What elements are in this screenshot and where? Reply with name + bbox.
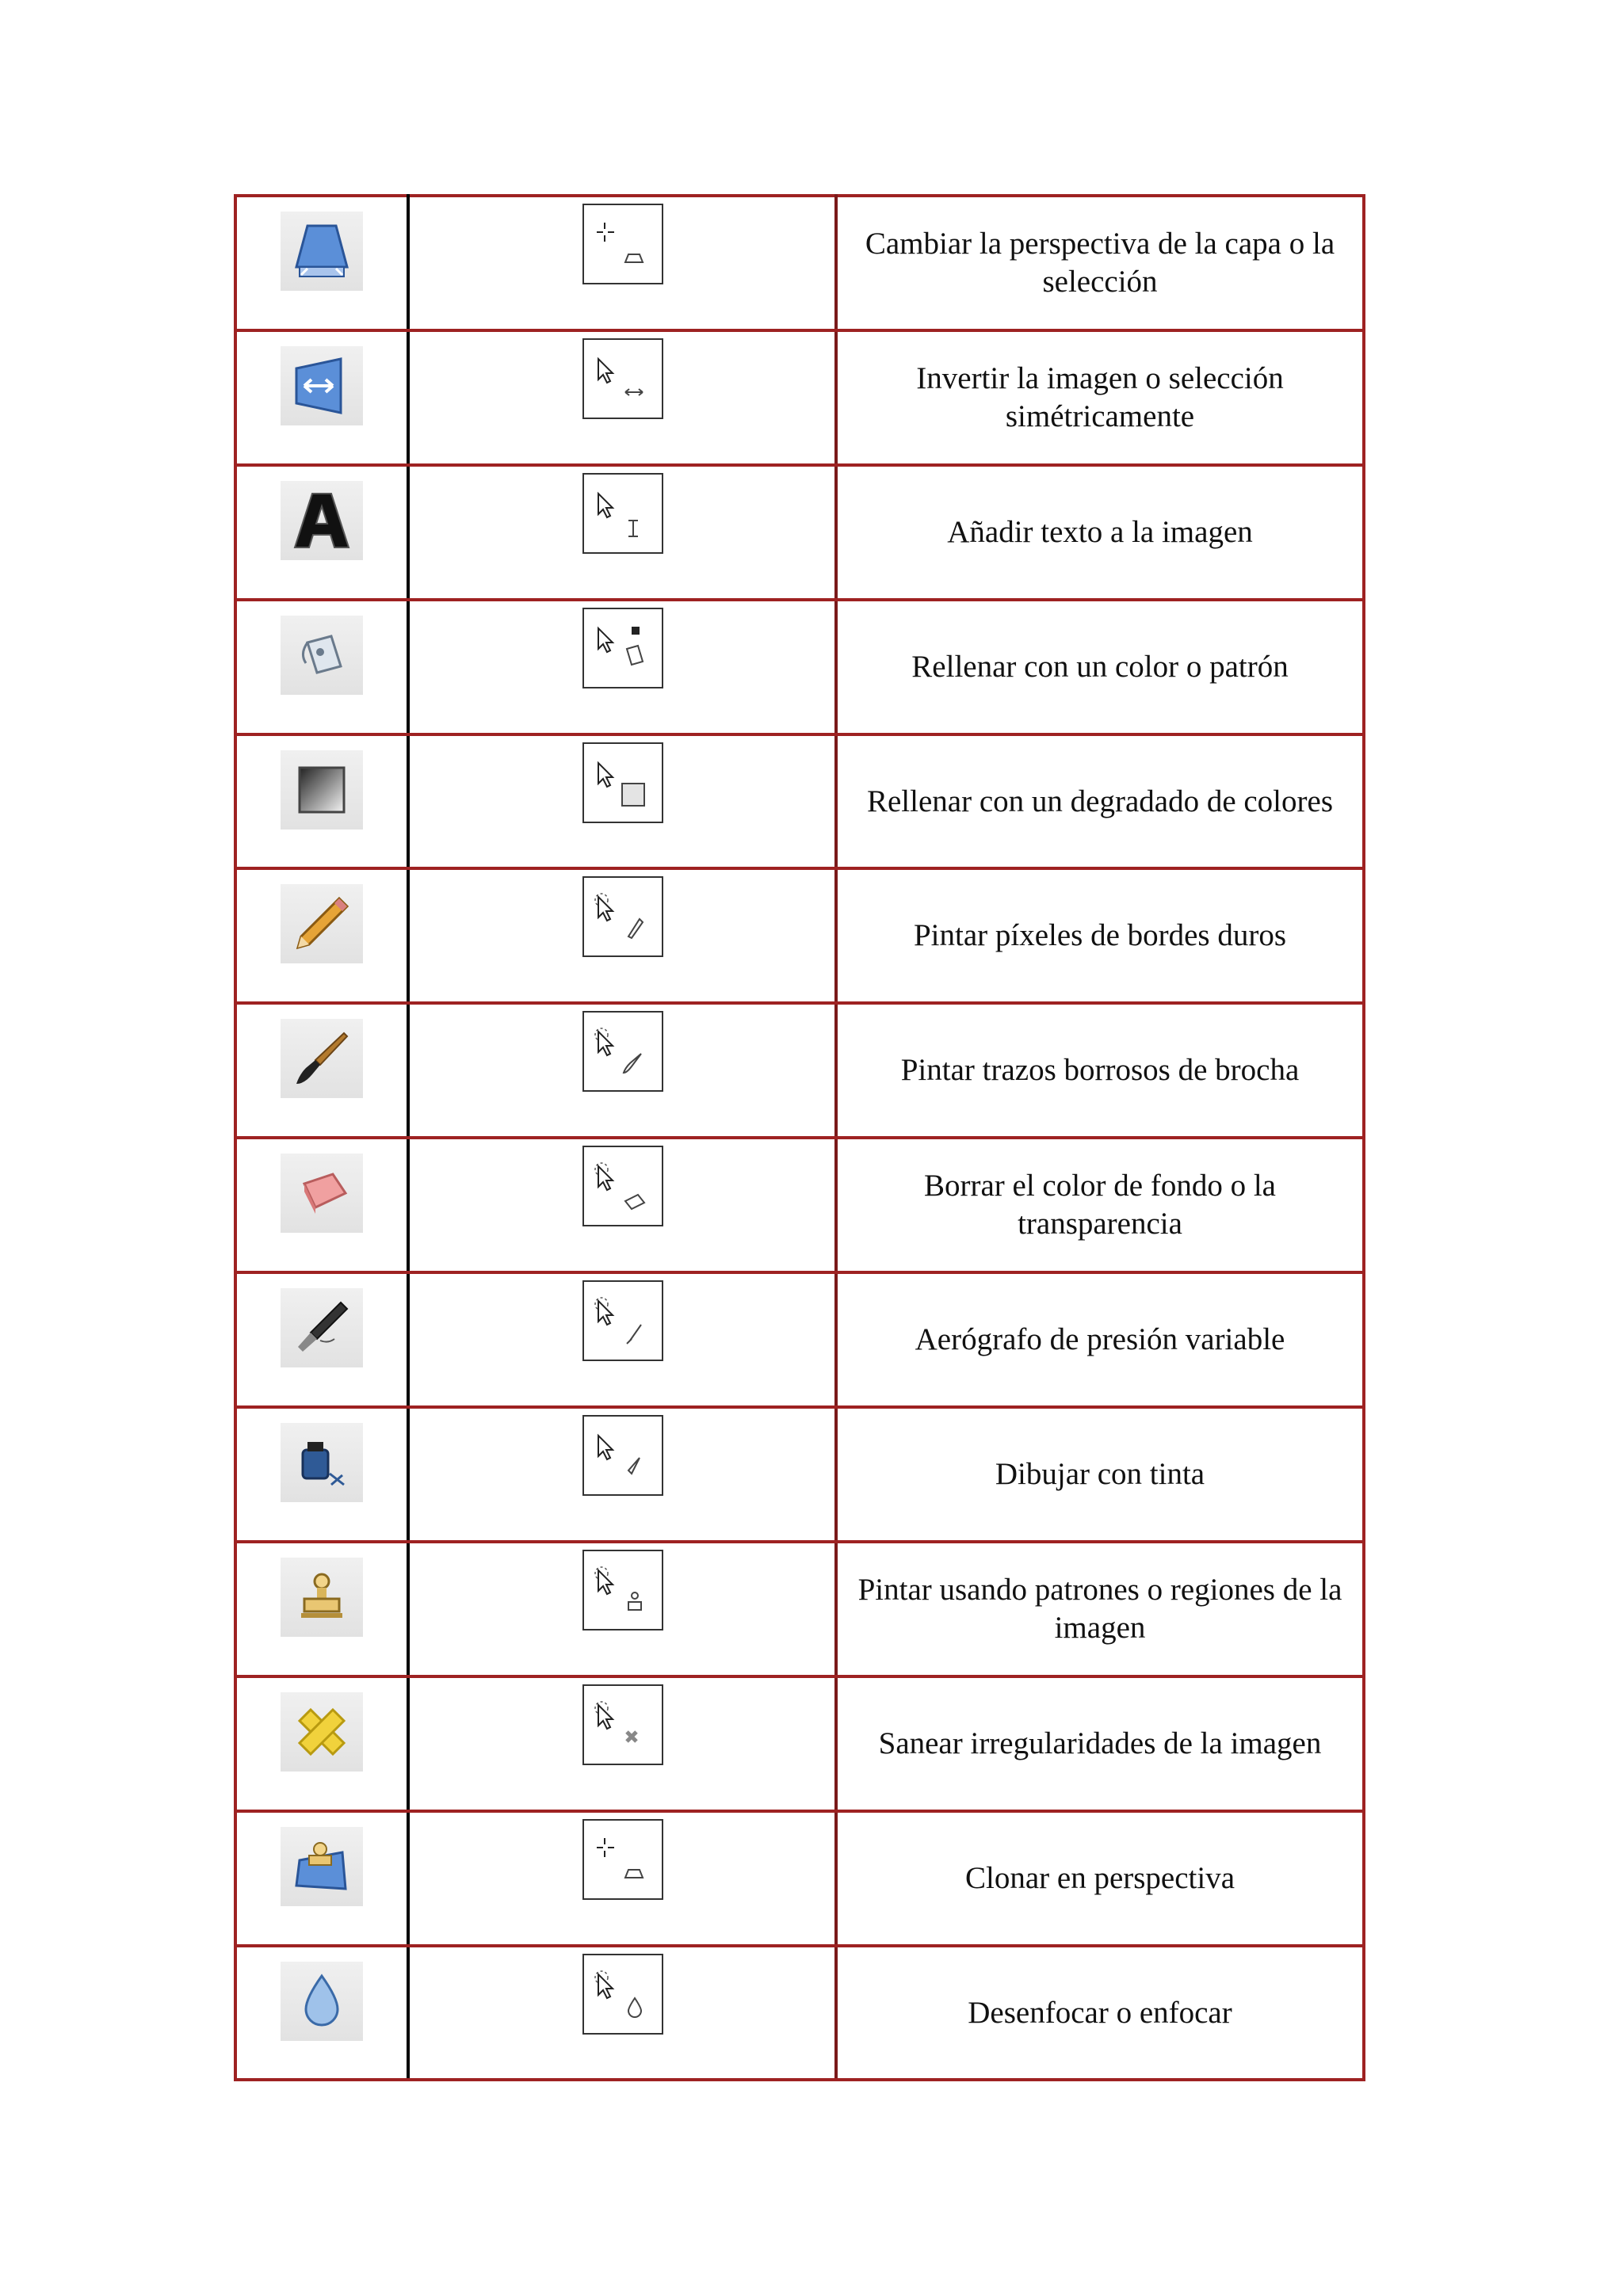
table-row xyxy=(235,196,1364,330)
description-cell xyxy=(836,1407,1364,1542)
description-cell xyxy=(836,196,1364,330)
tool-icon-cell xyxy=(235,600,408,734)
cursor-icon-cell xyxy=(408,330,836,465)
tool-description: Desenfocar o enfocar xyxy=(968,1995,1232,2030)
cursor-icon-cell xyxy=(408,1811,836,1946)
tool-icon-cell xyxy=(235,1542,408,1676)
table-row xyxy=(235,465,1364,600)
bucket-fill-cursor-icon xyxy=(582,608,663,688)
cursor-icon-cell xyxy=(408,465,836,600)
table-row xyxy=(235,1811,1364,1946)
flip-cursor-icon xyxy=(582,338,663,419)
description-cell xyxy=(836,465,1364,600)
description-cell xyxy=(836,868,1364,1003)
airbrush-cursor-icon xyxy=(582,1280,663,1361)
table-row xyxy=(235,868,1364,1003)
tool-icon-cell xyxy=(235,734,408,869)
clone-cursor-icon xyxy=(582,1550,663,1630)
blend-cursor-icon xyxy=(582,742,663,823)
blur-sharpen-tool-icon xyxy=(281,1962,363,2041)
blend-tool-icon xyxy=(281,750,363,830)
cursor-icon-cell xyxy=(408,1003,836,1138)
ink-cursor-icon xyxy=(582,1415,663,1496)
description-cell xyxy=(836,1003,1364,1138)
tool-icon-cell xyxy=(235,1272,408,1407)
tool-icon-cell xyxy=(235,196,408,330)
tool-description: Cambiar la perspectiva de la capa o la selección xyxy=(865,226,1335,299)
cursor-icon-cell xyxy=(408,1542,836,1676)
tool-icon-cell xyxy=(235,1407,408,1542)
cursor-icon-cell xyxy=(408,734,836,869)
tool-icon-cell xyxy=(235,1676,408,1811)
table-row xyxy=(235,1676,1364,1811)
tool-icon-cell xyxy=(235,1003,408,1138)
description-cell xyxy=(836,1542,1364,1676)
description-cell xyxy=(836,330,1364,465)
tool-description: Rellenar con un degradado de colores xyxy=(866,784,1333,818)
cursor-icon-cell xyxy=(408,1407,836,1542)
text-cursor-icon xyxy=(582,473,663,554)
flip-tool-icon xyxy=(281,346,363,425)
perspective-clone-cursor-icon xyxy=(582,1819,663,1900)
tool-description: Clonar en perspectiva xyxy=(964,1860,1235,1895)
tool-description: Sanear irregularidades de la imagen xyxy=(878,1726,1322,1760)
table-row xyxy=(235,600,1364,734)
airbrush-tool-icon xyxy=(281,1288,363,1367)
cursor-icon-cell xyxy=(408,1946,836,2081)
pencil-cursor-icon xyxy=(582,876,663,957)
eraser-tool-icon xyxy=(281,1154,363,1233)
table-row xyxy=(235,1407,1364,1542)
eraser-cursor-icon xyxy=(582,1146,663,1226)
cursor-icon-cell xyxy=(408,868,836,1003)
tool-icon-cell xyxy=(235,1811,408,1946)
tool-icon-cell xyxy=(235,1946,408,2081)
cursor-icon-cell xyxy=(408,1138,836,1272)
ink-tool-icon xyxy=(281,1423,363,1502)
tool-icon-cell xyxy=(235,330,408,465)
table-row xyxy=(235,1542,1364,1676)
cursor-icon-cell xyxy=(408,600,836,734)
description-cell xyxy=(836,1138,1364,1272)
tool-description: Pintar trazos borrosos de brocha xyxy=(900,1053,1300,1088)
perspective-tool-icon xyxy=(281,212,363,291)
description-cell xyxy=(836,600,1364,734)
table-row xyxy=(235,1003,1364,1138)
blur-sharpen-cursor-icon xyxy=(582,1954,663,2035)
tools-table xyxy=(234,194,1365,2081)
table-row xyxy=(235,734,1364,869)
cursor-icon-cell xyxy=(408,1676,836,1811)
tool-icon-cell xyxy=(235,465,408,600)
perspective-clone-tool-icon xyxy=(281,1827,363,1906)
tool-description: Aerógrafo de presión variable xyxy=(915,1322,1285,1357)
description-cell xyxy=(836,734,1364,869)
tool-description: Dibujar con tinta xyxy=(995,1456,1205,1491)
heal-cursor-icon xyxy=(582,1684,663,1765)
heal-tool-icon xyxy=(281,1692,363,1772)
tool-icon-cell xyxy=(235,868,408,1003)
cursor-icon-cell xyxy=(408,196,836,330)
table-row xyxy=(235,330,1364,465)
tool-description: Invertir la imagen o selección simétricamente xyxy=(916,360,1284,433)
description-cell xyxy=(836,1676,1364,1811)
tool-description: Borrar el color de fondo o la transparencia xyxy=(923,1169,1276,1241)
clone-tool-icon xyxy=(281,1558,363,1637)
tool-description: Pintar usando patrones o regiones de la imagen xyxy=(857,1572,1342,1645)
table-row xyxy=(235,1272,1364,1407)
tool-icon-cell xyxy=(235,1138,408,1272)
cursor-icon-cell xyxy=(408,1272,836,1407)
perspective-cursor-icon xyxy=(582,204,663,284)
table-row xyxy=(235,1138,1364,1272)
paintbrush-tool-icon xyxy=(281,1019,363,1098)
pencil-tool-icon xyxy=(281,884,363,963)
tool-description: Pintar píxeles de bordes duros xyxy=(913,918,1287,953)
tool-description: Añadir texto a la imagen xyxy=(947,514,1253,549)
bucket-fill-tool-icon xyxy=(281,616,363,695)
table-row xyxy=(235,1946,1364,2081)
tool-description: Rellenar con un color o patrón xyxy=(911,649,1289,684)
description-cell xyxy=(836,1272,1364,1407)
description-cell xyxy=(836,1946,1364,2081)
paintbrush-cursor-icon xyxy=(582,1011,663,1092)
text-tool-icon xyxy=(281,481,363,560)
description-cell xyxy=(836,1811,1364,1946)
